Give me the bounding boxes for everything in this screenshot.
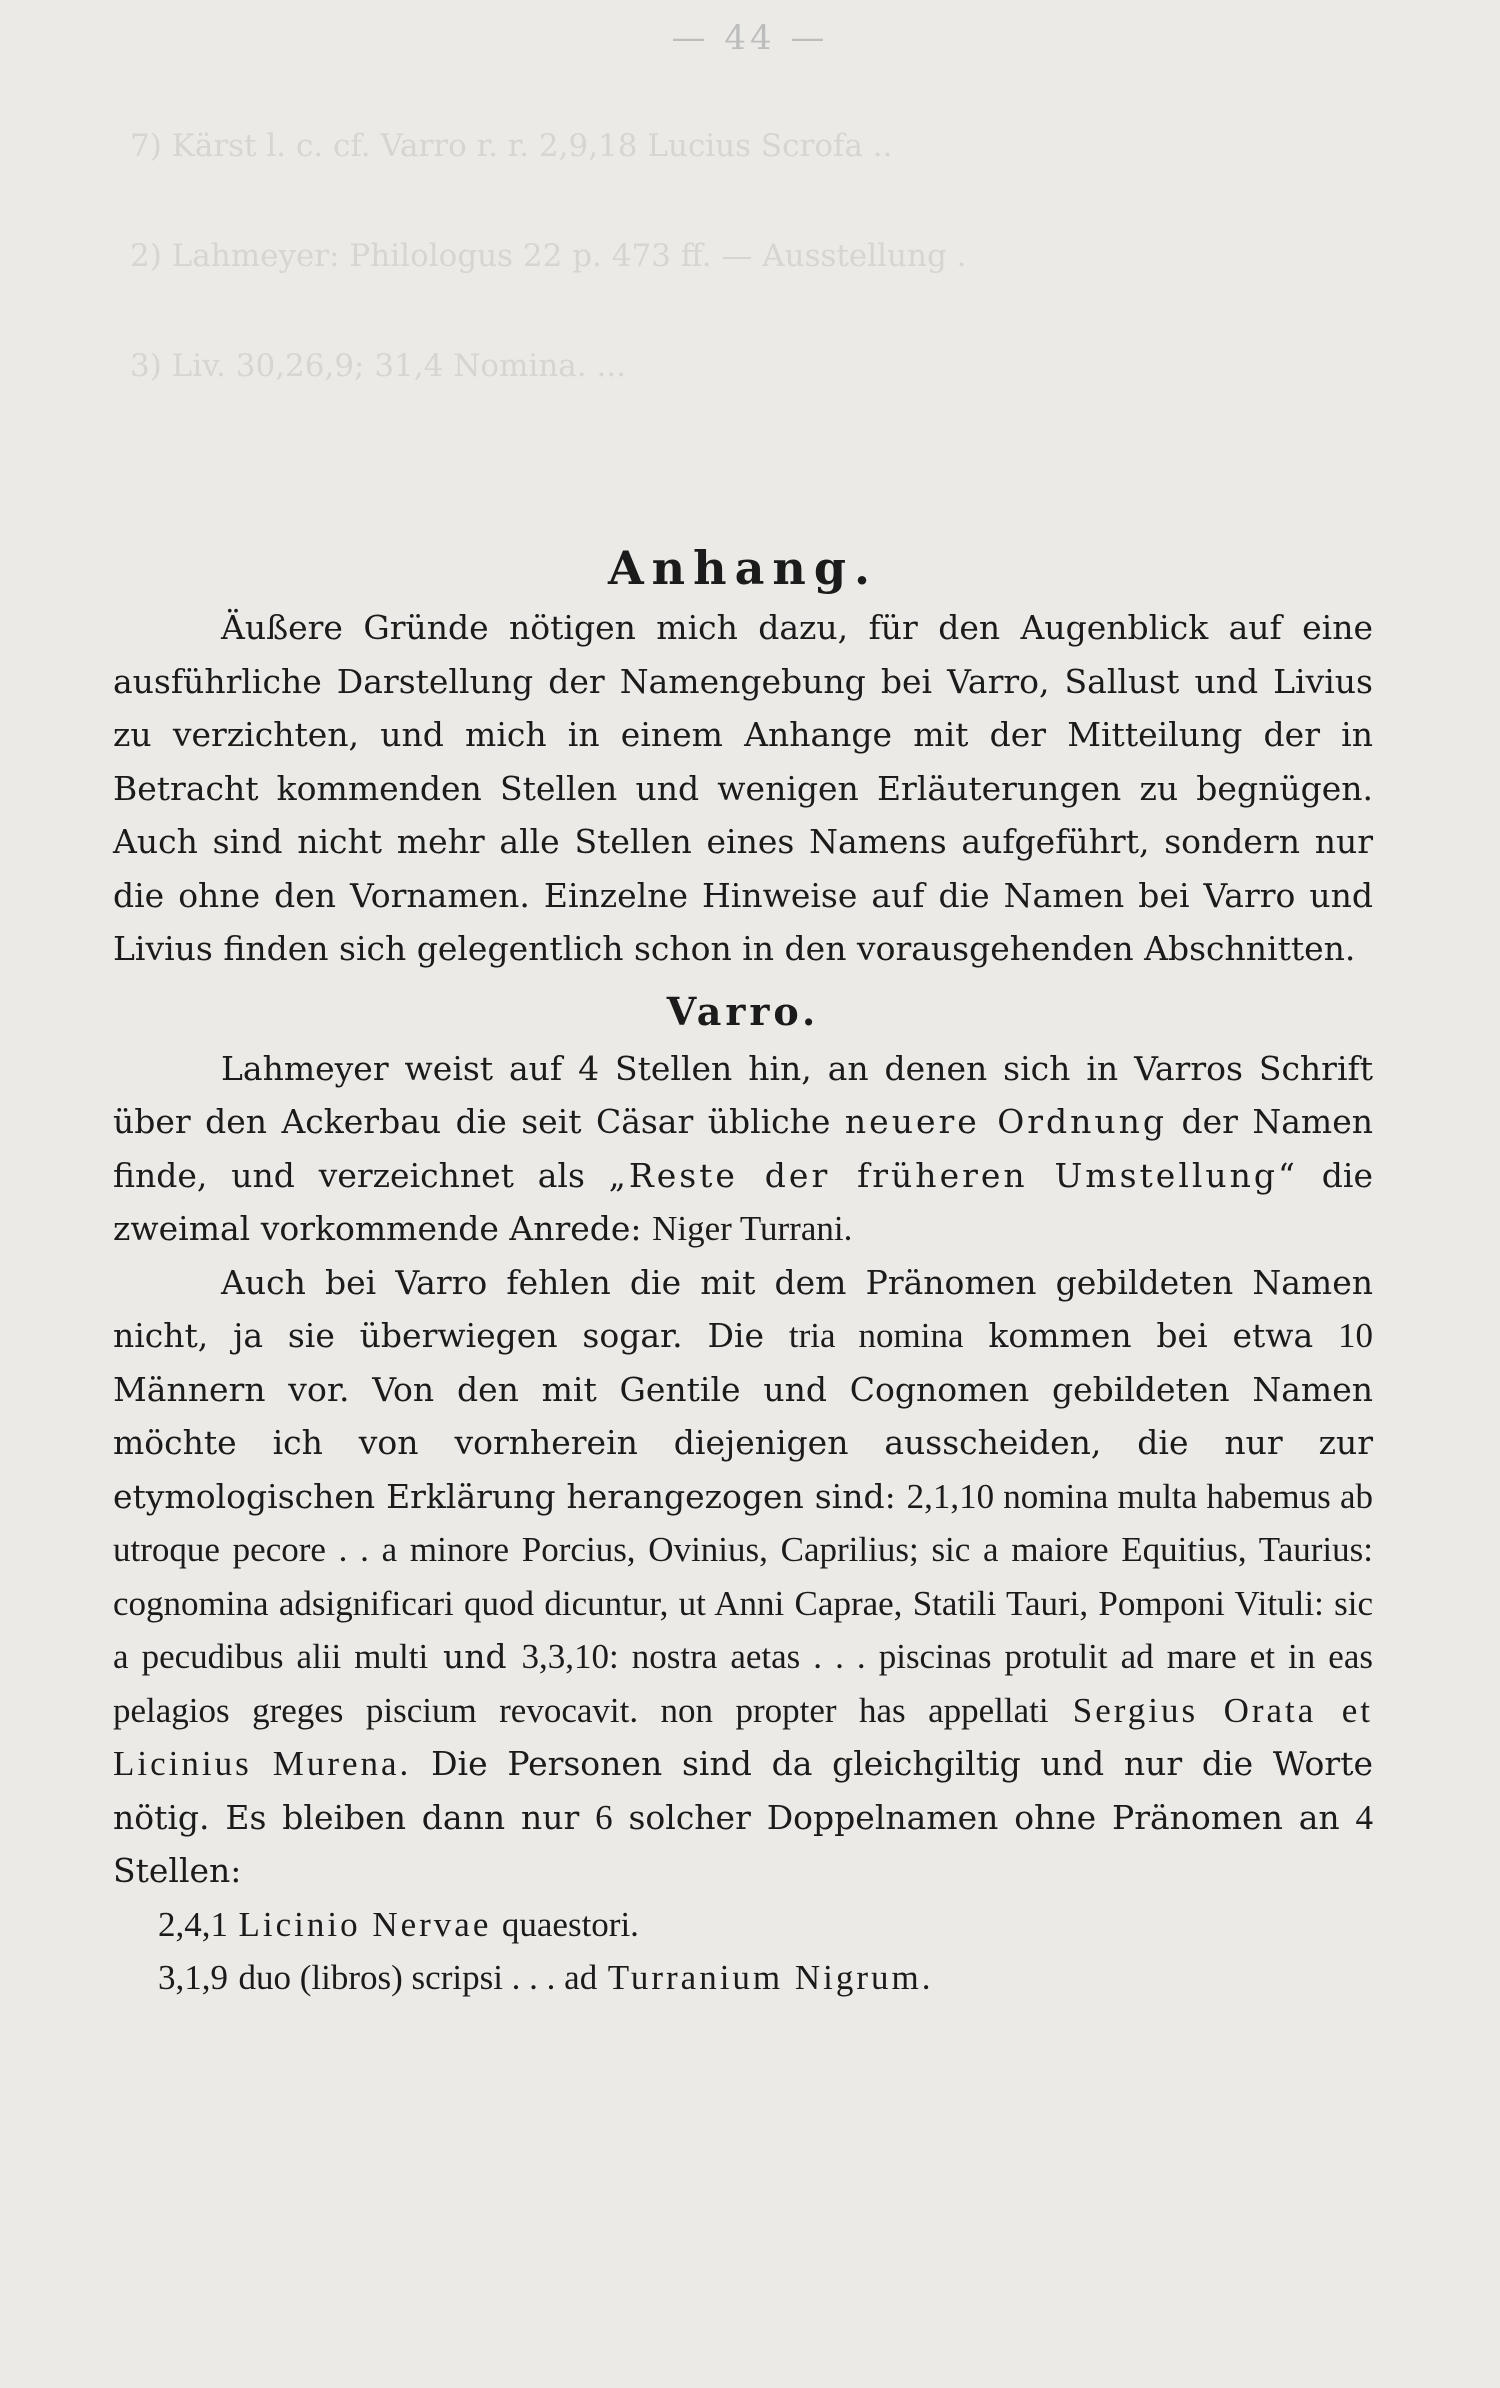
varro-paragraph-2: [113, 1256, 1373, 1898]
text-run: kommen bei etwa: [988, 1316, 1314, 1355]
text-run: Die Personen sind da gleichgiltig und nur die Worte nötig. Es bleiben dann nur: [113, 1744, 1373, 1837]
text-run: der Namen finde, und verzeichnet als: [113, 1102, 1374, 1195]
quote-text: duo (libros) scripsi . . . ad: [238, 1958, 598, 1997]
number-text: 4: [1355, 1797, 1373, 1837]
latin-text: Niger Turrani.: [652, 1209, 853, 1248]
number-text: 10: [1338, 1316, 1373, 1355]
text-run: Lahmeyer weist auf 4 Stellen hin, an denen sich in Varros Schrift über den Ackerbau die seit Cäsar übliche: [113, 1048, 1373, 1141]
latin-quote: 3,3,10: nostra aetas . . . piscinas protulit ad mare et in eas pelagios greges piscium revocavit. non propter has appellati: [113, 1637, 1373, 1730]
quote-reference: 2,4,1: [158, 1904, 228, 1944]
bleed-through-line: 3) Liv. 30,26,9; 31,4 Nomina. ...: [130, 348, 627, 384]
quote-name: Licinio Nervae: [238, 1904, 492, 1944]
text-run: Stellen:: [113, 1851, 242, 1890]
latin-quote: 2,1,10 nomina multa habemus ab utroque pecore . . a minore Porcius, Ovinius, Caprilius; sic a maiore Equitius, Taurius: cognomina adsignificari quod dicuntur, ut Anni Caprae, Statili Tauri, Pomponi Vituli: sic a pecudibus alii multi: [113, 1476, 1373, 1676]
quote-name: Turranium Nigrum.: [607, 1958, 934, 1997]
text-run: Männern vor. Von den mit Gentile und Cognomen gebildeten Namen möchte ich von vornherein diejenigen ausscheiden, die nur zur etymologischen Erklärung herangezogen sind:: [113, 1369, 1373, 1516]
text-run: und: [443, 1637, 507, 1676]
emphasis-text: „Reste der früheren Umstellung“: [608, 1155, 1298, 1195]
number-text: 6: [595, 1797, 613, 1837]
quote-line: [113, 1898, 1373, 1952]
intro-paragraph: Äußere Gründe nötigen mich dazu, für den Augenblick auf eine ausführliche Darstellung der Namengebung bei Varro, Sallust und Livius zu verzichten, und mich in einem Anhange mit der Mitteilung der in Betracht kommenden Stellen und wenigen Erläuterungen zu begnügen. Auch sind nicht mehr alle Stellen eines Namens aufgeführt, sondern nur die ohne den Vornamen. Einzelne Hinweise auf die Namen bei Varro und Livius finden sich gelegentlich schon in den vorausgehenden Abschnitten.: [113, 608, 1373, 968]
quote-text: quaestori.: [501, 1904, 639, 1944]
latin-names: Sergius Orata et Licinius Murena.: [113, 1690, 1373, 1783]
text-run: Auch bei Varro fehlen die mit dem Pränomen gebildeten Namen nicht, ja sie überwiegen sogar. Die: [113, 1262, 1373, 1355]
text-run: die zweimal vorkommende Anrede:: [113, 1155, 1373, 1248]
page-number: — 44 —: [671, 18, 829, 58]
page-body: [113, 535, 1373, 2005]
emphasis-text: neuere Ordnung: [844, 1102, 1168, 1141]
bleed-through-line: 7) Kärst l. c. cf. Varro r. r. 2,9,18 Lucius Scrofa ..: [130, 128, 893, 164]
section-title-varro: Varro.: [666, 988, 820, 1034]
bleed-through-line: 2) Lahmeyer: Philologus 22 p. 473 ff. — Ausstellung .: [130, 238, 967, 274]
quote-reference: 3,1,9: [158, 1958, 228, 1997]
appendix-title: Anhang.: [607, 541, 878, 595]
varro-paragraph-1: [113, 1042, 1373, 1256]
quote-line: [113, 1951, 1373, 2005]
text-run: solcher Doppelnamen ohne Pränomen an: [628, 1797, 1340, 1837]
latin-text: tria nomina: [788, 1316, 964, 1355]
